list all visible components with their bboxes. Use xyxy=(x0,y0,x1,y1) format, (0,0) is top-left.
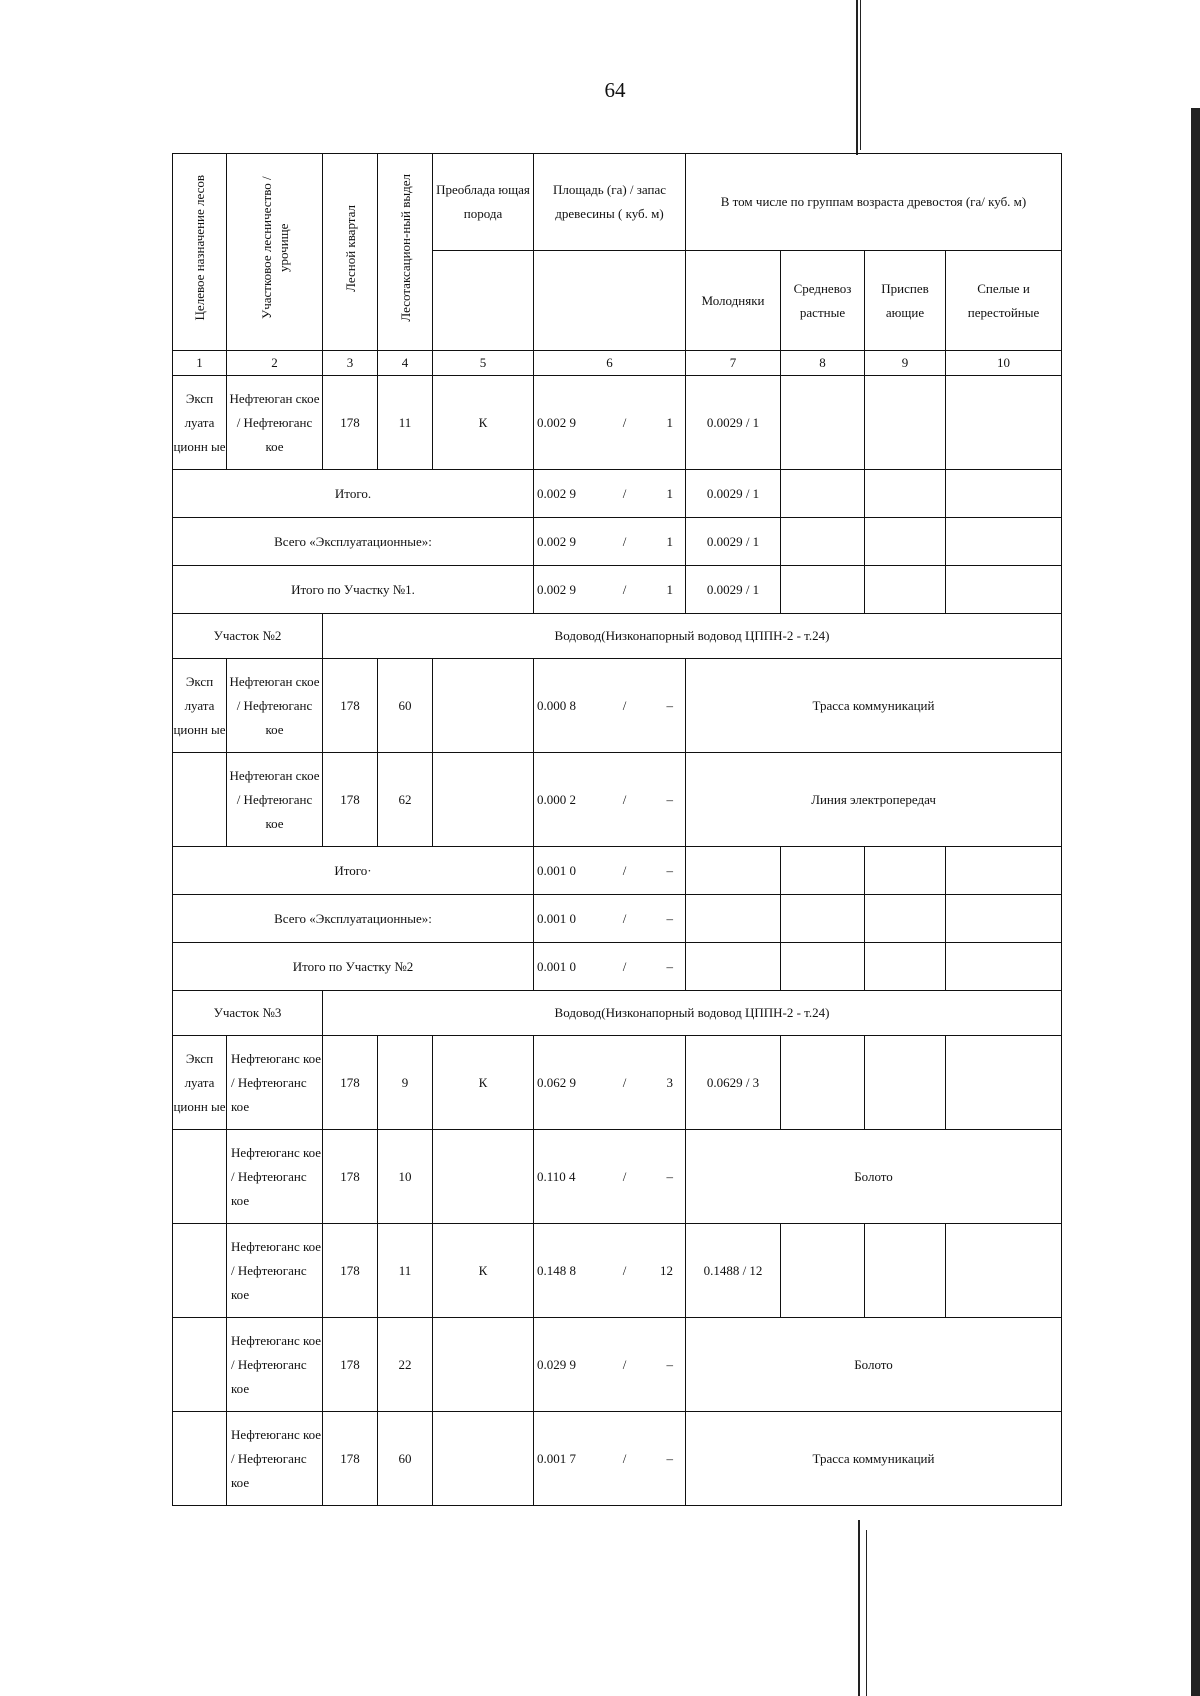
header-young: Молодняки xyxy=(686,251,781,351)
table-row: Эксп луата ционн ые Нефтеюган ское / Нефтеюганс кое 178 11 К 0.002 9 / 1 0.0029 / 1 xyxy=(173,376,1062,470)
header-vydel: Лесотаксацион-ный выдел xyxy=(378,154,433,351)
header-mature: Спелые и перестойные xyxy=(946,251,1062,351)
header-area: Площадь (га) / запас древесины ( куб. м) xyxy=(534,154,686,251)
header-row xyxy=(173,154,1062,251)
site-header-row: Участок №2 Водовод(Низконапорный водовод ЦППН-2 - т.24) xyxy=(173,614,1062,659)
scan-edge-bar xyxy=(1191,108,1200,1696)
header-premature: Приспев ающие xyxy=(865,251,946,351)
table-row: Нефтеюганс кое / Нефтеюганс кое 178 10 0.110 4 / – Болото xyxy=(173,1130,1062,1224)
table-row: Нефтеюганс кое / Нефтеюганс кое 178 22 0.029 9 / – Болото xyxy=(173,1318,1062,1412)
scan-edge-line xyxy=(866,1530,867,1696)
header-purpose: Целевое назначение лесов xyxy=(173,154,227,351)
table-row: Нефтеюган ское / Нефтеюганс кое 178 62 0.000 2 / – Линия электропередач xyxy=(173,753,1062,847)
total-row: Итого· 0.001 0 / – xyxy=(173,847,1062,895)
header-age-groups: В том числе по группам возраста древостоя (га/ куб. м) xyxy=(686,154,1062,251)
header-quarter: Лесной квартал xyxy=(323,154,378,351)
table-row: Нефтеюганс кое / Нефтеюганс кое 178 11 К 0.148 8 / 12 0.1488 / 12 xyxy=(173,1224,1062,1318)
scan-edge-line xyxy=(858,1520,860,1696)
table-row: Эксп луата ционн ые Нефтеюганс кое / Нефтеюганс кое 178 9 К 0.062 9 / 3 0.0629 / 3 xyxy=(173,1036,1062,1130)
header-middle: Средневоз растные xyxy=(781,251,865,351)
total-row: Всего «Эксплуатационные»: 0.001 0 / – xyxy=(173,895,1062,943)
header-forestry: Участковое лесничество / урочище xyxy=(227,154,323,351)
total-row: Итого по Участку №2 0.001 0 / – xyxy=(173,943,1062,991)
page-number: 64 xyxy=(604,78,626,102)
scan-edge-line xyxy=(860,0,861,150)
forest-table xyxy=(172,153,1062,1506)
site-header-row: Участок №3 Водовод(Низконапорный водовод ЦППН-2 - т.24) xyxy=(173,991,1062,1036)
header-species: Преоблада ющая порода xyxy=(433,154,534,251)
table-row: Нефтеюганс кое / Нефтеюганс кое 178 60 0.001 7 / – Трасса коммуникаций xyxy=(173,1412,1062,1506)
column-number-row: 1 2 3 4 5 6 7 8 9 10 xyxy=(173,351,1062,376)
scan-edge-line xyxy=(856,0,858,155)
table-row: Эксп луата ционн ые Нефтеюган ское / Нефтеюганс кое 178 60 0.000 8 / – Трасса коммуникаций xyxy=(173,659,1062,753)
total-row: Итого. 0.002 9 / 1 0.0029 / 1 xyxy=(173,470,1062,518)
total-row: Итого по Участку №1. 0.002 9 / 1 0.0029 / 1 xyxy=(173,566,1062,614)
total-row: Всего «Эксплуатационные»: 0.002 9 / 1 0.0029 / 1 xyxy=(173,518,1062,566)
